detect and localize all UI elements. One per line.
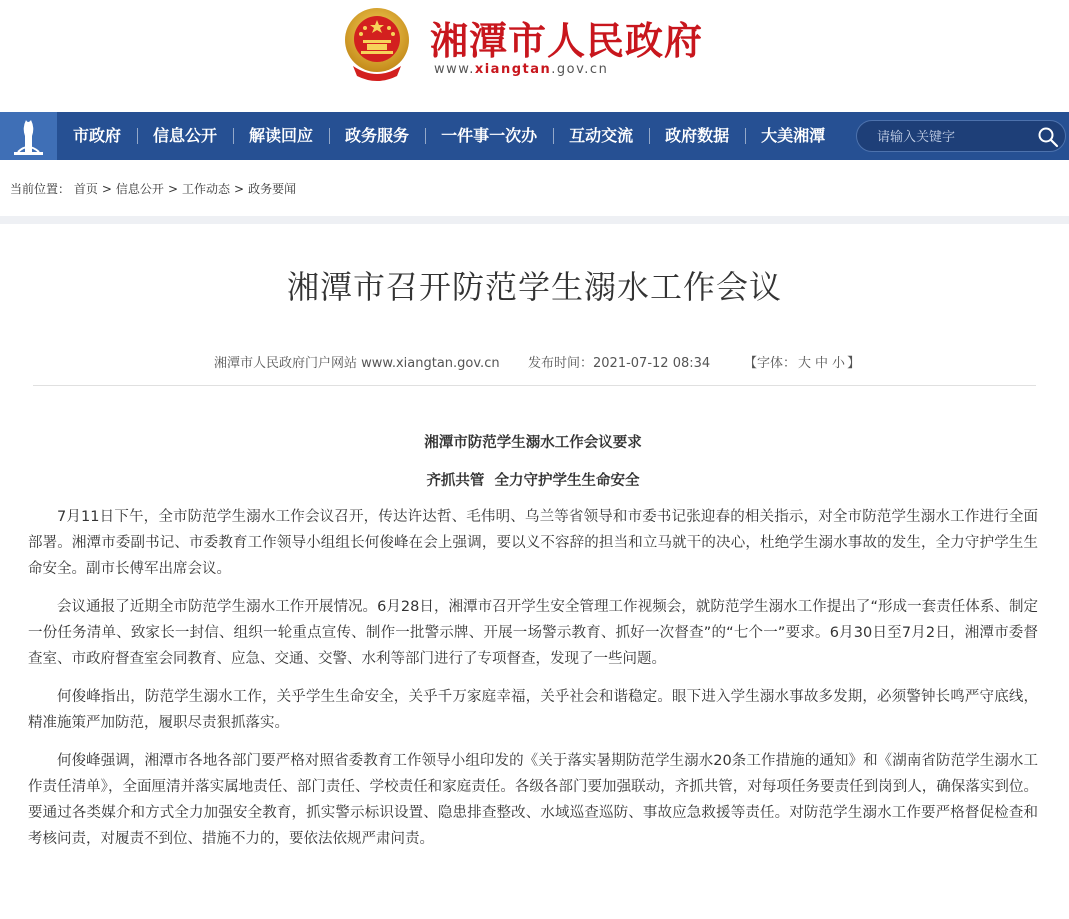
font-large-link[interactable]: 大 bbox=[798, 356, 812, 371]
nav-item-government-services[interactable]: 政务服务 bbox=[329, 112, 425, 160]
nav-item-beautiful-xiangtan[interactable]: 大美湘潭 bbox=[745, 112, 841, 160]
font-medium-link[interactable]: 中 bbox=[815, 356, 829, 371]
article-title: 湘潭市召开防范学生溺水工作会议 bbox=[286, 268, 782, 306]
breadcrumb-info-disclosure[interactable]: 信息公开 bbox=[115, 182, 164, 196]
breadcrumb-bar bbox=[0, 160, 1069, 216]
nav-item-one-stop[interactable]: 一件事一次办 bbox=[425, 112, 553, 160]
nav-item-info-disclosure[interactable]: 信息公开 bbox=[137, 112, 233, 160]
article-subheading: 齐抓共管 全力守护学生生命安全 bbox=[426, 473, 640, 489]
nav-item-city-government[interactable]: 市政府 bbox=[73, 126, 122, 145]
breadcrumb: 当前位置： 首页 > 信息公开 > 工作动态 > 政务要闻 bbox=[10, 182, 297, 196]
article-paragraph: 何俊峰指出，防范学生溺水工作，关乎学生生命安全，关乎千万家庭幸福，关乎社会和谐稳定。眼下进入学生溺水事故多发期，必须警钟长鸣严守底线，精准施策严加防范，履职尽责狠抓落实。 bbox=[28, 689, 1038, 731]
search-box bbox=[856, 120, 1066, 152]
home-logo[interactable] bbox=[0, 112, 57, 160]
font-size-switcher: 【字体： 大 中 小 】 bbox=[744, 356, 861, 371]
breadcrumb-home[interactable]: 首页 bbox=[73, 182, 98, 196]
article-source: 湘潭市人民政府门户网站 www.xiangtan.gov.cn bbox=[214, 356, 500, 371]
nav-item-interaction[interactable]: 互动交流 bbox=[553, 112, 649, 160]
city-landmark-icon bbox=[0, 112, 57, 160]
font-small-link[interactable]: 小 bbox=[832, 356, 846, 371]
national-emblem-icon bbox=[343, 6, 411, 82]
breadcrumb-work-updates[interactable]: 工作动态 bbox=[182, 182, 231, 196]
section-divider-band bbox=[0, 216, 1069, 224]
article-paragraph: 何俊峰强调，湘潭市各地各部门要严格对照省委教育工作领导小组印发的《关于落实暑期防范学生溺水20条工作措施的通知》和《湖南省防范学生溺水工作责任清单》，全面厘清并落实属地责任、部门责任、学校责任和家庭责任。各级各部门要加强联动，齐抓共管，对每项任务要责任到岗到人，确保落实到位。要通过各类媒介和方式全力加强安全教育，抓实警示标识设置、隐患排查整改、水域巡查巡防、事故应急救援等责任。对防范学生溺水工作要严格督促检查和考核问责，对履责不到位、措施不力的，要依法依规严肃问责。 bbox=[28, 753, 1038, 847]
meta-divider bbox=[33, 385, 1036, 386]
search-icon[interactable] bbox=[1037, 126, 1059, 148]
article-meta bbox=[0, 352, 1069, 370]
article-paragraph: 会议通报了近期全市防范学生溺水工作开展情况。6月28日，湘潭市召开学生安全管理工作视频会，就防范学生溺水工作提出了“形成一套责任体系、制定一份任务清单、致家长一封信、组织一轮重点宣传、制作一批警示牌、开展一场警示教育、抓好一次督查”的“七个一”要求。6月30日至7月2日，湘潭市委督查室、市政府督查室会同教育、应急、交通、交警、水利等部门进行了专项督查，发现了一些问题。 bbox=[28, 599, 1038, 667]
search-input[interactable] bbox=[875, 121, 1029, 153]
nav-item-interpretation[interactable]: 解读回应 bbox=[233, 112, 329, 160]
main-nav bbox=[0, 112, 1069, 160]
breadcrumb-government-news[interactable]: 政务要闻 bbox=[248, 182, 297, 196]
site-title: 湘潭市人民政府 bbox=[430, 19, 704, 63]
article-body bbox=[28, 430, 1038, 864]
site-header bbox=[0, 0, 1069, 112]
nav-menu bbox=[57, 112, 841, 160]
nav-item-government-data[interactable]: 政府数据 bbox=[649, 112, 745, 160]
publish-time: 发布时间：2021-07-12 08:34 bbox=[528, 356, 711, 371]
site-url: www.xiangtan.gov.cn bbox=[434, 62, 609, 77]
breadcrumb-label: 当前位置： bbox=[10, 182, 71, 196]
article-subheading: 湘潭市防范学生溺水工作会议要求 bbox=[424, 435, 642, 451]
article-paragraph: 7月11日下午，全市防范学生溺水工作会议召开，传达许达哲、毛伟明、乌兰等省领导和市委书记张迎春的相关指示，对全市防范学生溺水工作进行全面部署。湘潭市委副书记、市委教育工作领导小组组长何俊峰在会上强调，要以义不容辞的担当和立马就干的决心，杜绝学生溺水事故的发生，全力守护学生生命安全。副市长傅军出席会议。 bbox=[28, 509, 1038, 577]
